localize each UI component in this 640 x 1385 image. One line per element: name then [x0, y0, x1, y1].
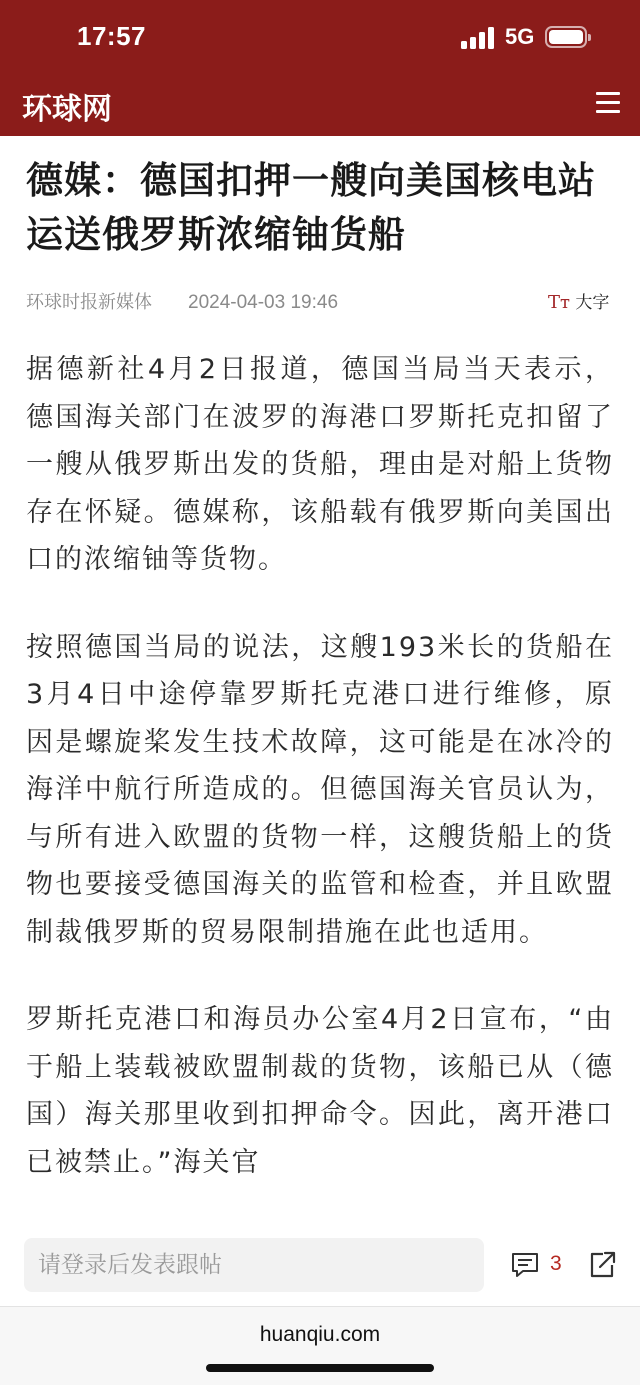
battery-icon [545, 26, 587, 48]
menu-icon[interactable] [596, 92, 620, 114]
article-date: 2024-04-03 19:46 [188, 292, 339, 313]
font-size-label: 大字 [575, 293, 610, 313]
article-title: 德媒：德国扣押一艘向美国核电站运送俄罗斯浓缩铀货船 [26, 159, 596, 256]
status-bar [0, 0, 640, 76]
brand-logo[interactable]: 环球网 [22, 92, 112, 127]
article-source: 环球时报新媒体 [26, 292, 152, 313]
top-header [0, 0, 640, 136]
article-paragraph: 罗斯托克港口和海员办公室4月2日宣布，“由于船上装载被欧盟制裁的货物，该船已从（德国）海关那里收到扣押命令。因此，离开港口已被禁止。”海关官 [26, 1004, 614, 1178]
url-text: huanqiu.com [259, 1323, 381, 1346]
share-icon[interactable] [588, 1250, 616, 1280]
home-indicator[interactable] [206, 1364, 434, 1372]
article-paragraph: 据德新社4月2日报道，德国当局当天表示，德国海关部门在波罗的海港口罗斯托克扣留了一艘从俄罗斯出发的货船，理由是对船上货物存在怀疑。德媒称，该船载有俄罗斯向美国出口的浓缩铀等货物。 [26, 354, 614, 575]
network-type: 5G [505, 24, 535, 49]
comment-button[interactable] [510, 1250, 570, 1282]
article-paragraph: 按照德国当局的说法，这艘193米长的货船在3月4日中途停靠罗斯托克港口进行维修，原因是螺旋桨发生技术故障，这可能是在冰冷的海洋中航行所造成的。但德国海关官员认为，与所有进入欧盟的货物一样，这艘货船上的货物也要接受德国海关的监管和检查，并且欧盟制裁俄罗斯的贸易限制措施在此也适用。 [26, 631, 614, 948]
comment-icon [510, 1250, 540, 1280]
font-size-icon: Tт [548, 292, 570, 313]
font-size-toggle[interactable] [548, 288, 609, 313]
browser-url-bar[interactable] [0, 1306, 640, 1385]
signal-icon [461, 27, 495, 49]
bottom-bar [0, 1222, 640, 1384]
article-meta [26, 288, 338, 314]
status-time: 17:57 [77, 21, 146, 51]
comment-input[interactable] [24, 1238, 484, 1292]
comment-count: 3 [550, 1252, 562, 1275]
article-body [26, 346, 614, 1226]
